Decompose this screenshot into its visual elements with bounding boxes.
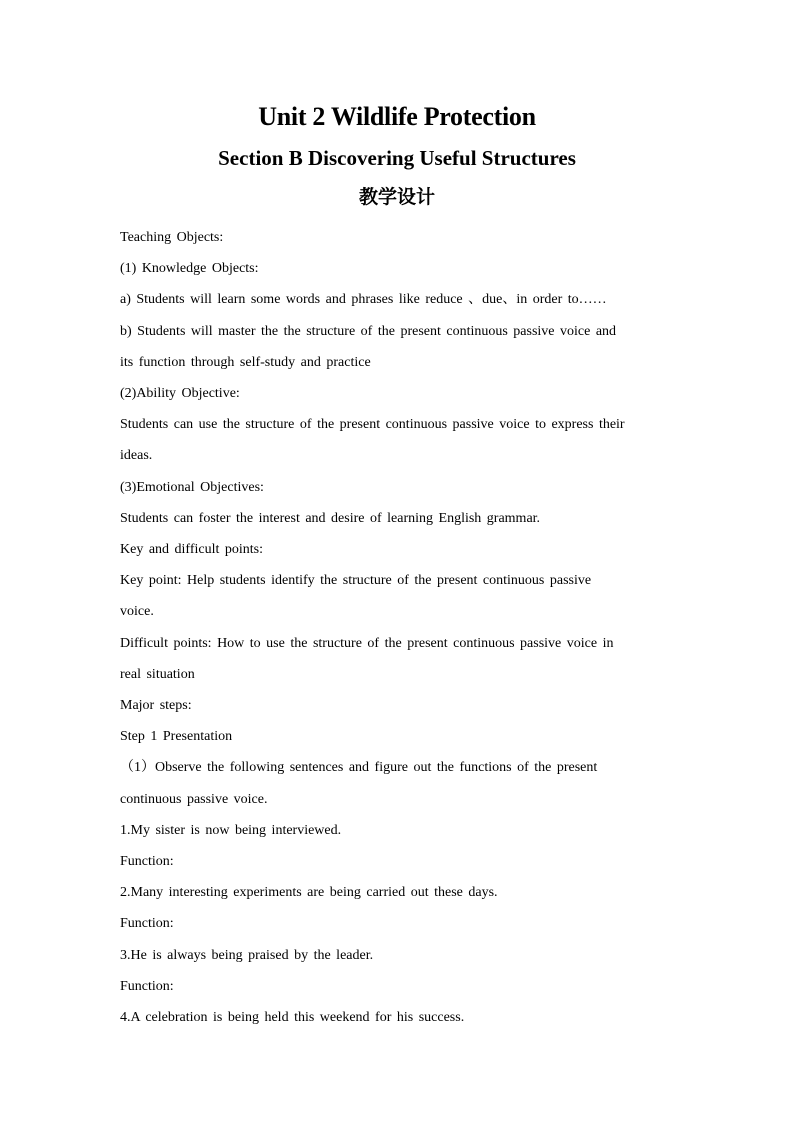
teaching-objects-heading: Teaching Objects: [120, 230, 224, 245]
difficult-points-line1: Difficult points: How to use the structure of the present continuous passive voice in [120, 635, 614, 651]
chinese-title: 教学设计 [358, 186, 435, 208]
knowledge-objective-b-line2: its function through self-study and practice [120, 354, 371, 370]
key-point-line1: Key point: Help students identify the structure of the present continuous passive [120, 573, 592, 589]
knowledge-objective-a: a) Students will learn some words and phrases like reduce 、due、in order to…… [120, 292, 607, 308]
document-title: Unit 2 Wildlife Protection [258, 102, 536, 131]
document-subtitle: Section B Discovering Useful Structures [218, 146, 576, 170]
emotional-objectives-heading: (3)Emotional Objectives: [120, 479, 264, 495]
example-sentence-4: 4.A celebration is being held this weekend for his success. [120, 1010, 465, 1026]
observe-instruction-line1: （1）Observe the following sentences and figure out the functions of the present [120, 760, 598, 776]
example-sentence-2: 2.Many interesting experiments are being carried out these days. [120, 885, 498, 901]
function-label-3: Function: [120, 978, 174, 994]
title-block [0, 100, 794, 210]
ability-objective-line2: ideas. [120, 448, 153, 464]
ability-objective-line1: Students can use the structure of the present continuous passive voice to express their [120, 417, 625, 433]
step1-heading: Step 1 Presentation [120, 729, 233, 745]
difficult-points-line2: real situation [120, 666, 195, 682]
key-point-line2: voice. [120, 604, 154, 620]
function-label-2: Function: [120, 916, 174, 932]
major-steps-heading: Major steps: [120, 698, 192, 714]
document-body [120, 222, 668, 1033]
emotional-objective-text: Students can foster the interest and desire of learning English grammar. [120, 510, 541, 526]
function-label-1: Function: [120, 854, 174, 870]
ability-objective-heading: (2)Ability Objective: [120, 386, 240, 402]
knowledge-objects-heading: (1) Knowledge Objects: [120, 261, 259, 277]
key-difficult-points-heading: Key and difficult points: [120, 542, 263, 558]
observe-instruction-line2: continuous passive voice. [120, 791, 268, 807]
example-sentence-1: 1.My sister is now being interviewed. [120, 822, 342, 838]
example-sentence-3: 3.He is always being praised by the leader. [120, 947, 374, 963]
knowledge-objective-b-line1: b) Students will master the the structure of the present continuous passive voice and [120, 323, 617, 339]
